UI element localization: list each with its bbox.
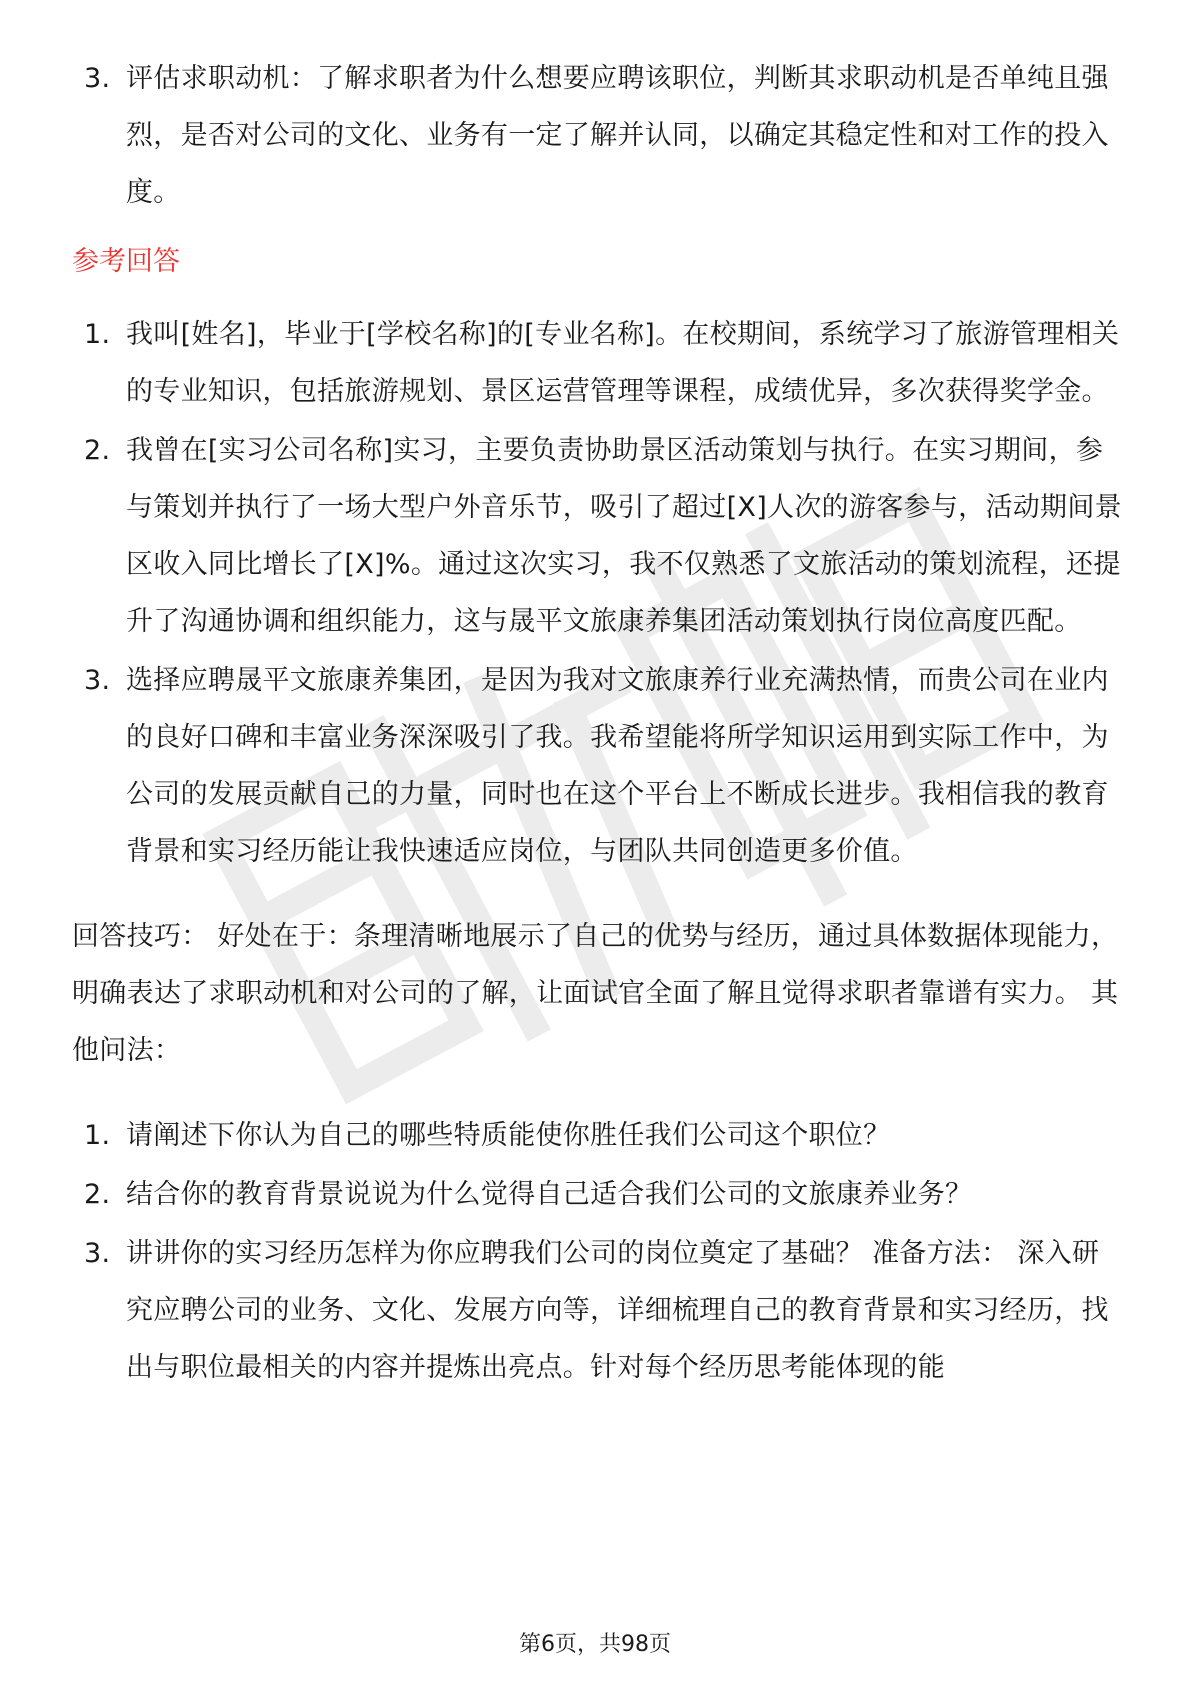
list-item — [72, 1107, 1122, 1164]
list-item — [72, 422, 1122, 650]
list-number: 1. — [84, 319, 111, 350]
list-number: 3. — [84, 63, 111, 94]
other-questions-list — [72, 1107, 1122, 1396]
page-footer: 第6页，共98页 — [519, 1632, 671, 1657]
list-number: 1. — [84, 1120, 111, 1151]
list-text: 讲讲你的实习经历怎样为你应聘我们公司的岗位奠定了基础？ 准备方法： 深入研究应聘公司的业务、文化、发展方向等，详细梳理自己的教育背景和实习经历，找出与职位最相关的内容并提炼出亮点。针对每个经历思考能体现的能 — [126, 1238, 1109, 1383]
answer-list — [72, 306, 1122, 880]
tips-paragraph: 回答技巧： 好处在于：条理清晰地展示了自己的优势与经历，通过具体数据体现能力，明确表达了求职动机和对公司的了解，让面试官全面了解且觉得求职者靠谱有实力。 其他问法： — [72, 921, 1119, 1066]
list-number: 2. — [84, 1179, 111, 1210]
list-item — [72, 306, 1122, 420]
list-text: 结合你的教育背景说说为什么觉得自己适合我们公司的文旅康养业务？ — [126, 1179, 973, 1210]
content-area — [72, 50, 1122, 1396]
list-item — [72, 652, 1122, 880]
section-title: 参考回答 — [72, 246, 180, 277]
list-text: 请阐述下你认为自己的哪些特质能使你胜任我们公司这个职位？ — [126, 1120, 891, 1151]
list-number: 2. — [84, 435, 111, 466]
list-text: 评估求职动机：了解求职者为什么想要应聘该职位，判断其求职动机是否单纯且强烈，是否对公司的文化、业务有一定了解并认同，以确定其稳定性和对工作的投入度。 — [126, 63, 1109, 208]
evaluation-list — [72, 50, 1122, 221]
list-text: 选择应聘晟平文旅康养集团，是因为我对文旅康养行业充满热情，而贵公司在业内的良好口碑和丰富业务深深吸引了我。我希望能将所学知识运用到实际工作中，为公司的发展贡献自己的力量，同时也在这个平台上不断成长进步。我相信我的教育背景和实习经历能让我快速适应岗位，与团队共同创造更多价值。 — [126, 665, 1109, 867]
list-text: 我曾在[实习公司名称]实习，主要负责协助景区活动策划与执行。在实习期间，参与策划并执行了一场大型户外音乐节，吸引了超过[X]人次的游客参与，活动期间景区收入同比增长了[X]%。通过这次实习，我不仅熟悉了文旅活动的策划流程，还提升了沟通协调和组织能力，这与晟平文旅康养集团活动策划执行岗位高度匹配。 — [126, 435, 1122, 637]
list-number: 3. — [84, 1238, 111, 1269]
list-item — [72, 1225, 1122, 1396]
list-number: 3. — [84, 665, 111, 696]
list-item — [72, 50, 1122, 221]
list-item — [72, 1166, 1122, 1223]
list-text: 我叫[姓名]，毕业于[学校名称]的[专业名称]。在校期间，系统学习了旅游管理相关的专业知识，包括旅游规划、景区运营管理等课程，成绩优异，多次获得奖学金。 — [126, 319, 1120, 407]
